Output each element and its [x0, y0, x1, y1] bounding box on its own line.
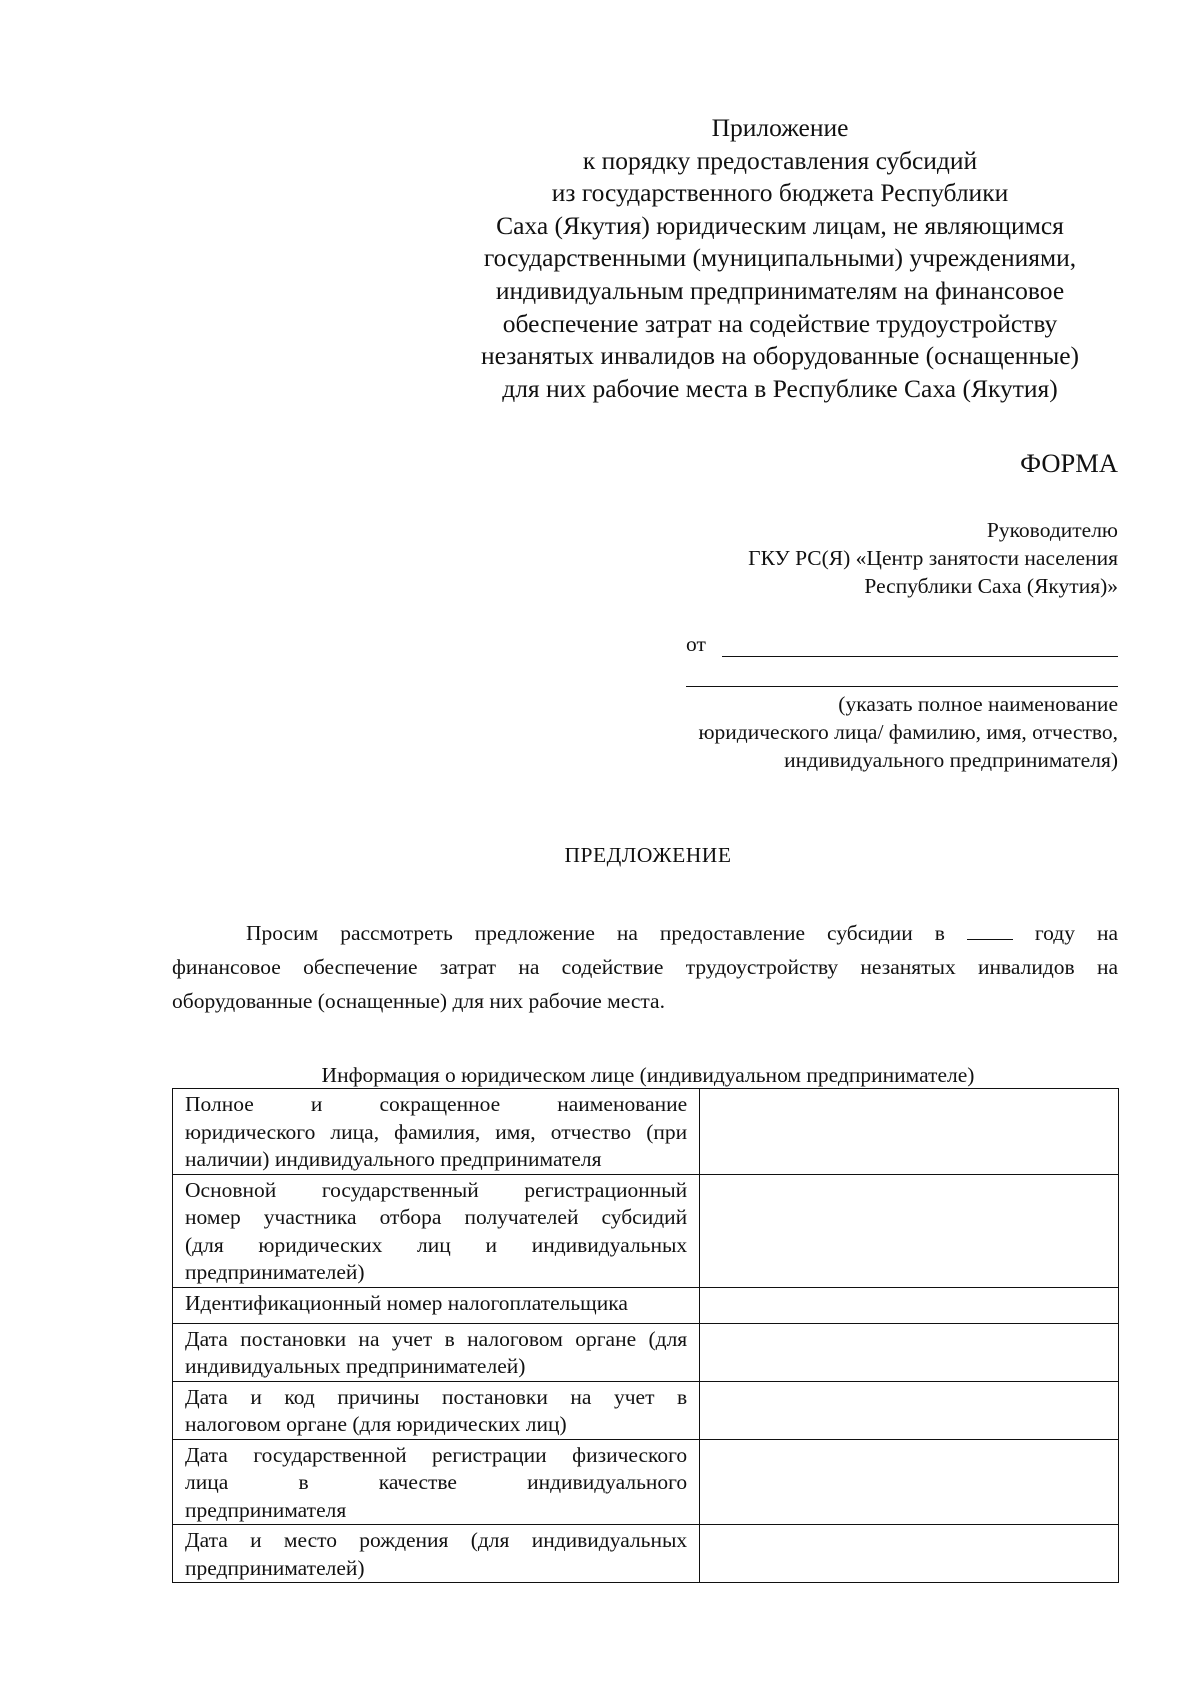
request-line-1 — [172, 916, 1118, 950]
addressee-line: ГКУ РС(Я) «Центр занятости населения — [748, 546, 1118, 570]
appendix-line: обеспечение затрат на содействие трудоустройству — [502, 308, 1058, 338]
appendix-line: индивидуальным предпринимателям на финансовое — [495, 275, 1065, 305]
from-hint — [698, 690, 1118, 774]
year-blank[interactable] — [967, 921, 1013, 940]
request-text-part1: Просим рассмотреть предложение на предоставление субсидии в — [246, 921, 945, 945]
row-value-cell[interactable] — [700, 1381, 1119, 1439]
label-line: Полное и сокращенное наименование — [185, 1092, 688, 1116]
label-line: Основной государственный регистрационный — [185, 1177, 688, 1202]
hint-line: юридического лица/ фамилию, имя, отчество, — [698, 720, 1118, 744]
addressee-line: Руководителю — [986, 518, 1118, 542]
table-row — [173, 1323, 1119, 1381]
proposal-title: ПРЕДЛОЖЕНИЕ — [564, 843, 732, 867]
appendix-line: государственными (муниципальными) учреждениями, — [483, 243, 1077, 273]
row-value-cell[interactable] — [700, 1089, 1119, 1175]
label-line: Идентификационный номер налогоплательщика — [185, 1290, 628, 1315]
request-text-part2: году на — [1034, 921, 1119, 945]
appendix-line: к порядку предоставления субсидий — [582, 145, 978, 175]
label-line: налоговом органе (для юридических лиц) — [185, 1412, 567, 1436]
appendix-line: Приложение — [711, 113, 849, 142]
appendix-line: из государственного бюджета Республики — [551, 178, 1009, 208]
label-line: Дата и место рождения (для индивидуальных — [185, 1528, 688, 1552]
label-line: (для юридических лиц и индивидуальных — [185, 1232, 688, 1257]
appendix-line: для них рабочие места в Республике Саха (Якутия) — [502, 373, 1058, 403]
row-label — [173, 1323, 700, 1381]
request-line-2: финансовое обеспечение затрат на содействие трудоустройству незанятых инвалидов на — [172, 955, 1118, 979]
row-value-cell[interactable] — [700, 1323, 1119, 1381]
table-caption: Информация о юридическом лице (индивидуальном предпринимателе) — [321, 1063, 975, 1087]
addressee-line: Республики Саха (Якутия)» — [864, 574, 1118, 598]
row-label — [173, 1525, 700, 1583]
table-row — [173, 1381, 1119, 1439]
appendix-header — [430, 112, 1130, 405]
label-line: предпринимателя — [185, 1497, 347, 1522]
request-paragraph — [172, 916, 1118, 1018]
row-value-cell[interactable] — [700, 1287, 1119, 1323]
label-line: предпринимателей) — [185, 1260, 365, 1284]
row-value-cell[interactable] — [700, 1525, 1119, 1583]
hint-line: (указать полное наименование — [838, 692, 1118, 716]
addressee-block — [748, 516, 1118, 600]
request-line-3: оборудованные (оснащенные) для них рабочие места. — [172, 989, 665, 1013]
appendix-line: незанятых инвалидов на оборудованные (оснащенные) — [480, 341, 1080, 371]
from-input-line-2[interactable] — [686, 686, 1118, 687]
label-line: предпринимателей) — [185, 1555, 365, 1580]
table-row — [173, 1089, 1119, 1175]
table-row — [173, 1174, 1119, 1287]
label-line: Дата государственной регистрации физического — [185, 1442, 688, 1467]
row-value-cell[interactable] — [700, 1174, 1119, 1287]
row-label — [173, 1089, 700, 1175]
table-row — [173, 1287, 1119, 1323]
from-input-line[interactable] — [722, 656, 1118, 657]
row-label — [173, 1174, 700, 1287]
table-row — [173, 1439, 1119, 1525]
table-row — [173, 1525, 1119, 1583]
info-table — [172, 1088, 1119, 1583]
from-label: от — [686, 632, 706, 656]
appendix-line: Саха (Якутия) юридическим лицам, не являющимся — [496, 210, 1064, 240]
label-line: Дата постановки на учет в налоговом органе (для — [185, 1326, 688, 1351]
row-label — [173, 1287, 700, 1323]
label-line: юридического лица, фамилия, имя, отчество (при — [185, 1119, 688, 1144]
from-field — [686, 630, 1118, 660]
label-line: лица в качестве индивидуального — [185, 1470, 688, 1494]
row-value-cell[interactable] — [700, 1439, 1119, 1525]
row-label — [173, 1439, 700, 1525]
label-line: номер участника отбора получателей субсидий — [185, 1205, 688, 1229]
form-label: ФОРМА — [1020, 448, 1118, 478]
label-line: индивидуальных предпринимателей) — [185, 1354, 526, 1378]
hint-line: индивидуального предпринимателя) — [784, 748, 1118, 772]
label-line: Дата и код причины постановки на учет в — [185, 1384, 688, 1409]
row-label — [173, 1381, 700, 1439]
label-line: наличии) индивидуального предпринимателя — [185, 1147, 602, 1171]
